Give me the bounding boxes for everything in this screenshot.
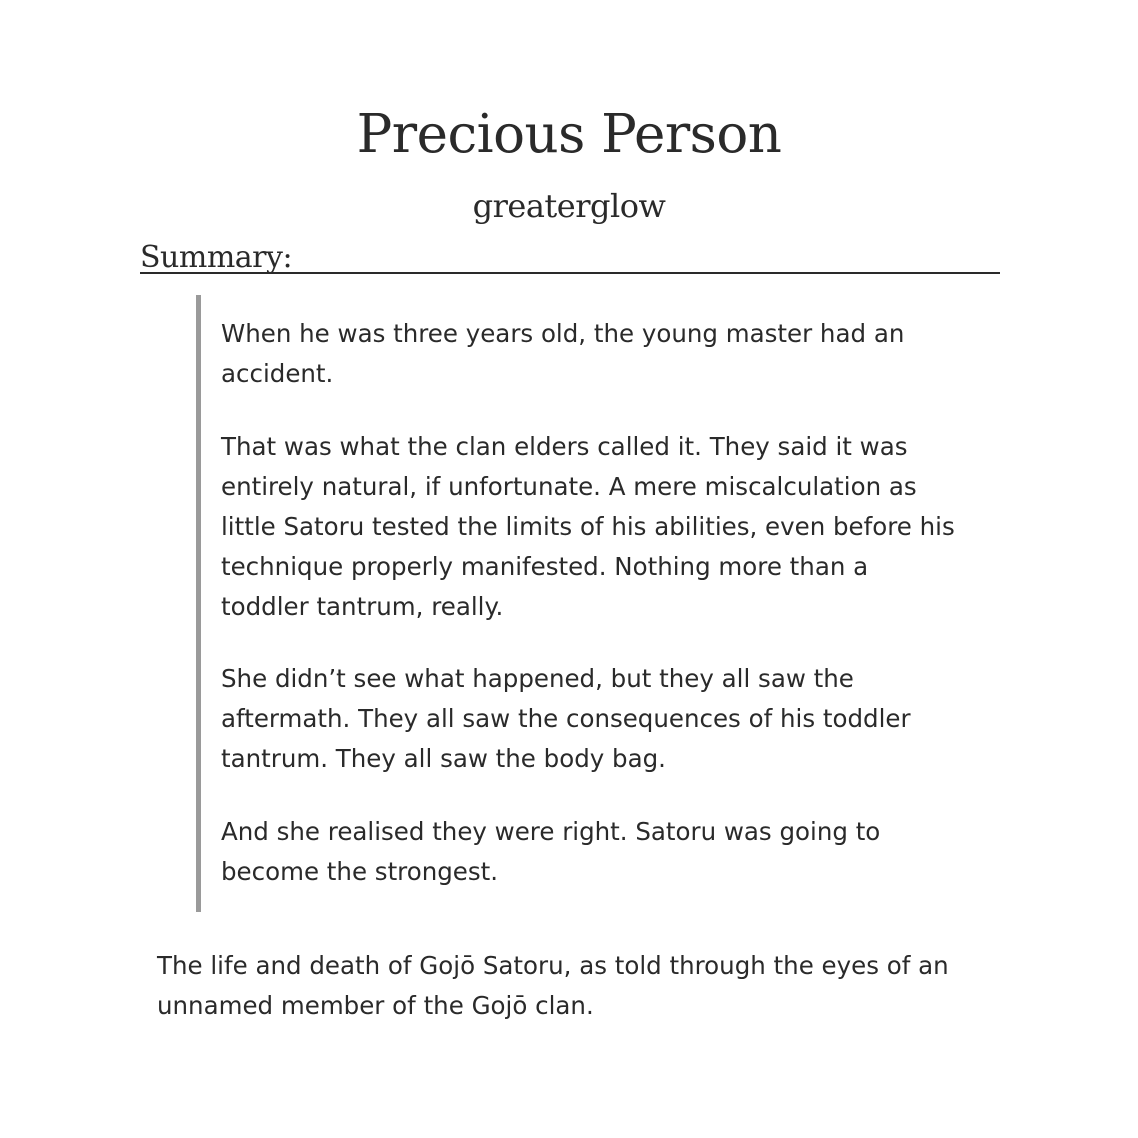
summary-paragraph-2: That was what the clan elders called it. They said it was entirely natural, if unfortunate. A mere miscalculation as little Satoru tested the limits of his abilities, even before his technique properly manifested. Nothing more than a toddler tantrum, really. [221,432,955,621]
author-name: greaterglow [472,187,666,225]
summary-paragraph-4: And she realised they were right. Satoru was going to become the strongest. [221,817,881,886]
summary-paragraph-3: She didn’t see what happened, but they all saw the aftermath. They all saw the consequences of his toddler tantrum. They all saw the body bag. [221,664,911,773]
summary-closing-text: The life and death of Gojō Satoru, as told through the eyes of an unnamed member of the Gojō clan. [157,951,949,1020]
summary-blockquote [196,295,956,912]
work-title: Precious Person [356,104,782,165]
summary-heading: Summary: [140,238,1000,274]
summary-paragraph-1: When he was three years old, the young master had an accident. [221,319,905,388]
